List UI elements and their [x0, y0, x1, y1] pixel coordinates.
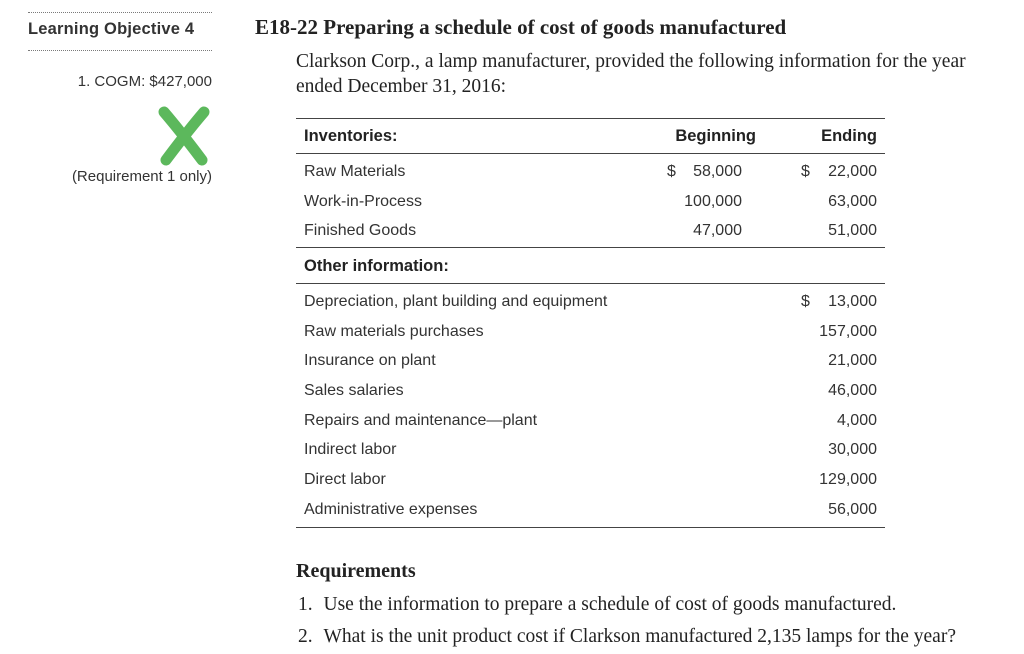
table-rule: [296, 283, 885, 284]
row-label: Raw materials purchases: [304, 323, 484, 340]
requirement-item: [298, 626, 956, 648]
row-label: Depreciation, plant building and equipment: [304, 293, 608, 310]
intro-line: Clarkson Corp., a lamp manufacturer, provided the following information for the year: [296, 51, 966, 72]
table-row: [296, 498, 885, 522]
table-row: [296, 438, 885, 462]
currency-symbol: $: [667, 163, 676, 180]
row-label: Finished Goods: [304, 222, 417, 239]
table-rule: [296, 247, 885, 248]
other-info-header: [296, 254, 885, 278]
sidebar: [0, 0, 222, 654]
exercise-intro: [296, 49, 996, 99]
beginning-value: 58,000: [693, 163, 742, 180]
requirement-note: (Requirement 1 only): [71, 168, 212, 185]
amount-value: 46,000: [828, 382, 877, 399]
table-row: [296, 349, 885, 373]
intro-line: ended December 31, 2016:: [296, 76, 507, 97]
requirement-number: 1.: [298, 594, 313, 615]
table-header-row: [296, 124, 885, 148]
ending-value: 51,000: [828, 222, 877, 239]
row-label: Insurance on plant: [304, 352, 436, 369]
table-row: [296, 409, 885, 433]
table-rule: [296, 118, 885, 119]
ending-value: 22,000: [828, 163, 877, 180]
requirement-text: What is the unit product cost if Clarkson manufactured 2,135 lamps for the year?: [323, 626, 956, 647]
amount-value: 30,000: [828, 441, 877, 458]
requirements-title: Requirements: [296, 560, 416, 582]
row-label: Indirect labor: [304, 441, 397, 458]
row-label: Repairs and maintenance—plant: [304, 412, 538, 429]
ending-value: 63,000: [828, 193, 877, 210]
divider: [28, 50, 212, 51]
answer-text: 1. COGM: $427,000: [77, 73, 212, 90]
exercise-title: E18-22 Preparing a schedule of cost of goods manufactured: [255, 15, 787, 39]
table-rule: [296, 527, 885, 528]
currency-symbol: $: [801, 293, 810, 310]
amount-value: 21,000: [828, 352, 877, 369]
table-row: [296, 379, 885, 403]
row-label: Sales salaries: [304, 382, 404, 399]
header-ending: Ending: [821, 127, 877, 145]
row-label: Work-in-Process: [304, 193, 422, 210]
amount-value: 4,000: [836, 412, 877, 429]
beginning-value: 100,000: [684, 193, 742, 210]
requirement-item: [298, 594, 896, 616]
table-row: [296, 190, 885, 214]
table-row: [296, 468, 885, 492]
table-row: [296, 160, 885, 184]
amount-value: 13,000: [828, 293, 877, 310]
table-row: [296, 219, 885, 243]
row-label: Raw Materials: [304, 163, 406, 180]
header-beginning: Beginning: [675, 127, 756, 145]
row-label: Administrative expenses: [304, 501, 478, 518]
learning-objective-label: Learning Objective 4: [28, 20, 195, 38]
beginning-value: 47,000: [693, 222, 742, 239]
header-other-information: Other information:: [304, 257, 449, 275]
requirement-text: Use the information to prepare a schedule of cost of goods manufactured.: [323, 594, 897, 615]
amount-value: 157,000: [819, 323, 877, 340]
x-mark-icon: [154, 106, 214, 166]
table-row: [296, 290, 885, 314]
amount-value: 129,000: [819, 471, 877, 488]
divider: [28, 12, 212, 13]
table-rule: [296, 153, 885, 154]
table-row: [296, 320, 885, 344]
amount-value: 56,000: [828, 501, 877, 518]
requirement-number: 2.: [298, 626, 313, 647]
currency-symbol: $: [801, 163, 810, 180]
header-inventories: Inventories:: [304, 127, 398, 145]
row-label: Direct labor: [304, 471, 386, 488]
